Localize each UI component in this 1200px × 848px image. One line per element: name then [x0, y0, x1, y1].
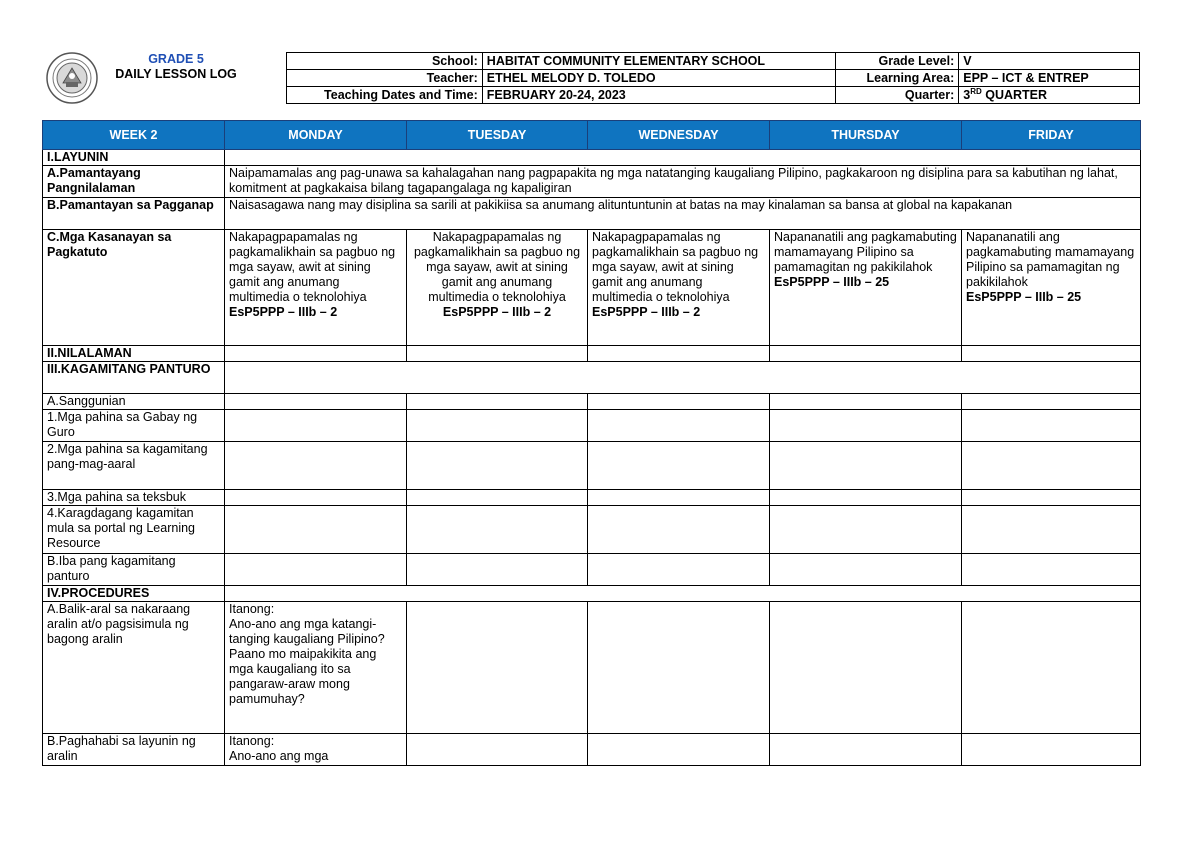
table-row	[43, 602, 1141, 734]
table-row	[43, 166, 1141, 198]
grade-level-value: V	[959, 53, 1140, 70]
table-row	[43, 394, 1141, 410]
table-row	[43, 506, 1141, 554]
balik-monday: Itanong: Ano-ano ang mga katangi-tanging kaugaliang Pilipino? Paano mo maipakikita ang mga kaugaliang ito sa pangaraw-araw mong pamumuhay?	[225, 602, 407, 734]
balik-label: A.Balik-aral sa nakaraang aralin at/o pagsisimula ng bagong aralin	[43, 602, 225, 734]
quarter-label: Quarter:	[836, 87, 959, 104]
paghahabi-label: B.Paghahabi sa layunin ng aralin	[43, 734, 225, 766]
grade-level-label: Grade Level:	[836, 53, 959, 70]
kasanayan-thursday: Napananatili ang pagkamabuting mamamayang Pilipino sa pamamagitan ng pakikilahok EsP5PPP – IIIb – 25	[770, 230, 962, 346]
school-row	[287, 53, 1140, 70]
table-row	[43, 734, 1141, 766]
table-row	[43, 586, 1141, 602]
table-row	[43, 554, 1141, 586]
karagdagang-label: 4.Karagdagang kagamitan mula sa portal ng Learning Resource	[43, 506, 225, 554]
col-friday: FRIDAY	[962, 121, 1141, 150]
section-nilalaman: II.NILALAMAN	[43, 346, 225, 362]
teksbuk-label: 3.Mga pahina sa teksbuk	[43, 490, 225, 506]
sanggunian-label: A.Sanggunian	[43, 394, 225, 410]
dates-label: Teaching Dates and Time:	[287, 87, 483, 104]
lesson-log-table	[42, 120, 1141, 766]
table-row	[43, 198, 1141, 230]
kasanayan-tuesday: Nakapagpapamalas ng pagkamalikhain sa pagbuo ng mga sayaw, awit at sining gamit ang anumang multimedia o teknolohiya EsP5PPP – IIIb – 2	[407, 230, 588, 346]
table-row	[43, 346, 1141, 362]
school-label: School:	[287, 53, 483, 70]
pagganap-text: Naisasagawa nang may disiplina sa sarili at pakikiisa sa anumang alituntuntunin at batas na may kinalaman sa bansa at global na kapakanan	[225, 198, 1141, 230]
col-tuesday: TUESDAY	[407, 121, 588, 150]
teacher-row	[287, 70, 1140, 87]
col-thursday: THURSDAY	[770, 121, 962, 150]
teacher-value: ETHEL MELODY D. TOLEDO	[482, 70, 836, 87]
teacher-label: Teacher:	[287, 70, 483, 87]
school-value: HABITAT COMMUNITY ELEMENTARY SCHOOL	[482, 53, 836, 70]
col-monday: MONDAY	[225, 121, 407, 150]
school-info-table	[286, 52, 1140, 104]
lesson-log-title	[96, 52, 256, 82]
kasanayan-monday: Nakapagpapamalas ng pagkamalikhain sa pagbuo ng mga sayaw, awit at sining gamit ang anumang multimedia o teknolohiya EsP5PPP – IIIb – 2	[225, 230, 407, 346]
table-row	[43, 442, 1141, 490]
table-row	[43, 410, 1141, 442]
iba-label: B.Iba pang kagamitang panturo	[43, 554, 225, 586]
section-layunin: I.LAYUNIN	[43, 150, 225, 166]
col-week: WEEK 2	[43, 121, 225, 150]
pamantayang-label: A.Pamantayang Pangnilalaman	[43, 166, 225, 198]
col-wednesday: WEDNESDAY	[588, 121, 770, 150]
kasanayan-label: C.Mga Kasanayan sa Pagkatuto	[43, 230, 225, 346]
pagganap-label: B.Pamantayan sa Pagganap	[43, 198, 225, 230]
section-kagamitang: III.KAGAMITANG PANTURO	[43, 362, 225, 394]
table-row	[43, 150, 1141, 166]
grade-title: GRADE 5	[148, 52, 204, 66]
dates-row	[287, 87, 1140, 104]
quarter-value: 3RD QUARTER	[959, 87, 1140, 104]
log-title: DAILY LESSON LOG	[115, 67, 237, 81]
table-row	[43, 490, 1141, 506]
learning-area-value: EPP – ICT & ENTREP	[959, 70, 1140, 87]
day-header-row	[43, 121, 1141, 150]
paghahabi-monday: Itanong: Ano-ano ang mga	[225, 734, 407, 766]
table-row	[43, 230, 1141, 346]
kasanayan-friday: Napananatili ang pagkamabuting mamamayang Pilipino sa pamamagitan ng pakikilahok EsP5PPP – IIIb – 25	[962, 230, 1141, 346]
kasanayan-wednesday: Nakapagpapamalas ng pagkamalikhain sa pagbuo ng mga sayaw, awit at sining gamit ang anumang multimedia o teknolohiya EsP5PPP – IIIb – 2	[588, 230, 770, 346]
gabay-label: 1.Mga pahina sa Gabay ng Guro	[43, 410, 225, 442]
table-row	[43, 362, 1141, 394]
dates-value: FEBRUARY 20-24, 2023	[482, 87, 836, 104]
pamantayang-text: Naipamamalas ang pag-unawa sa kahalagahan nang pagpapakita ng mga natatanging kaugaliang Pilipino, pagkakaroon ng disiplina para sa kabutihan ng lahat, komitment at pagkakaisa bilang tagapangalaga ng kapaligiran	[225, 166, 1141, 198]
learning-area-label: Learning Area:	[836, 70, 959, 87]
pangmag-label: 2.Mga pahina sa kagamitang pang-mag-aaral	[43, 442, 225, 490]
section-procedures: IV.PROCEDURES	[43, 586, 225, 602]
deped-seal-icon	[46, 52, 98, 104]
